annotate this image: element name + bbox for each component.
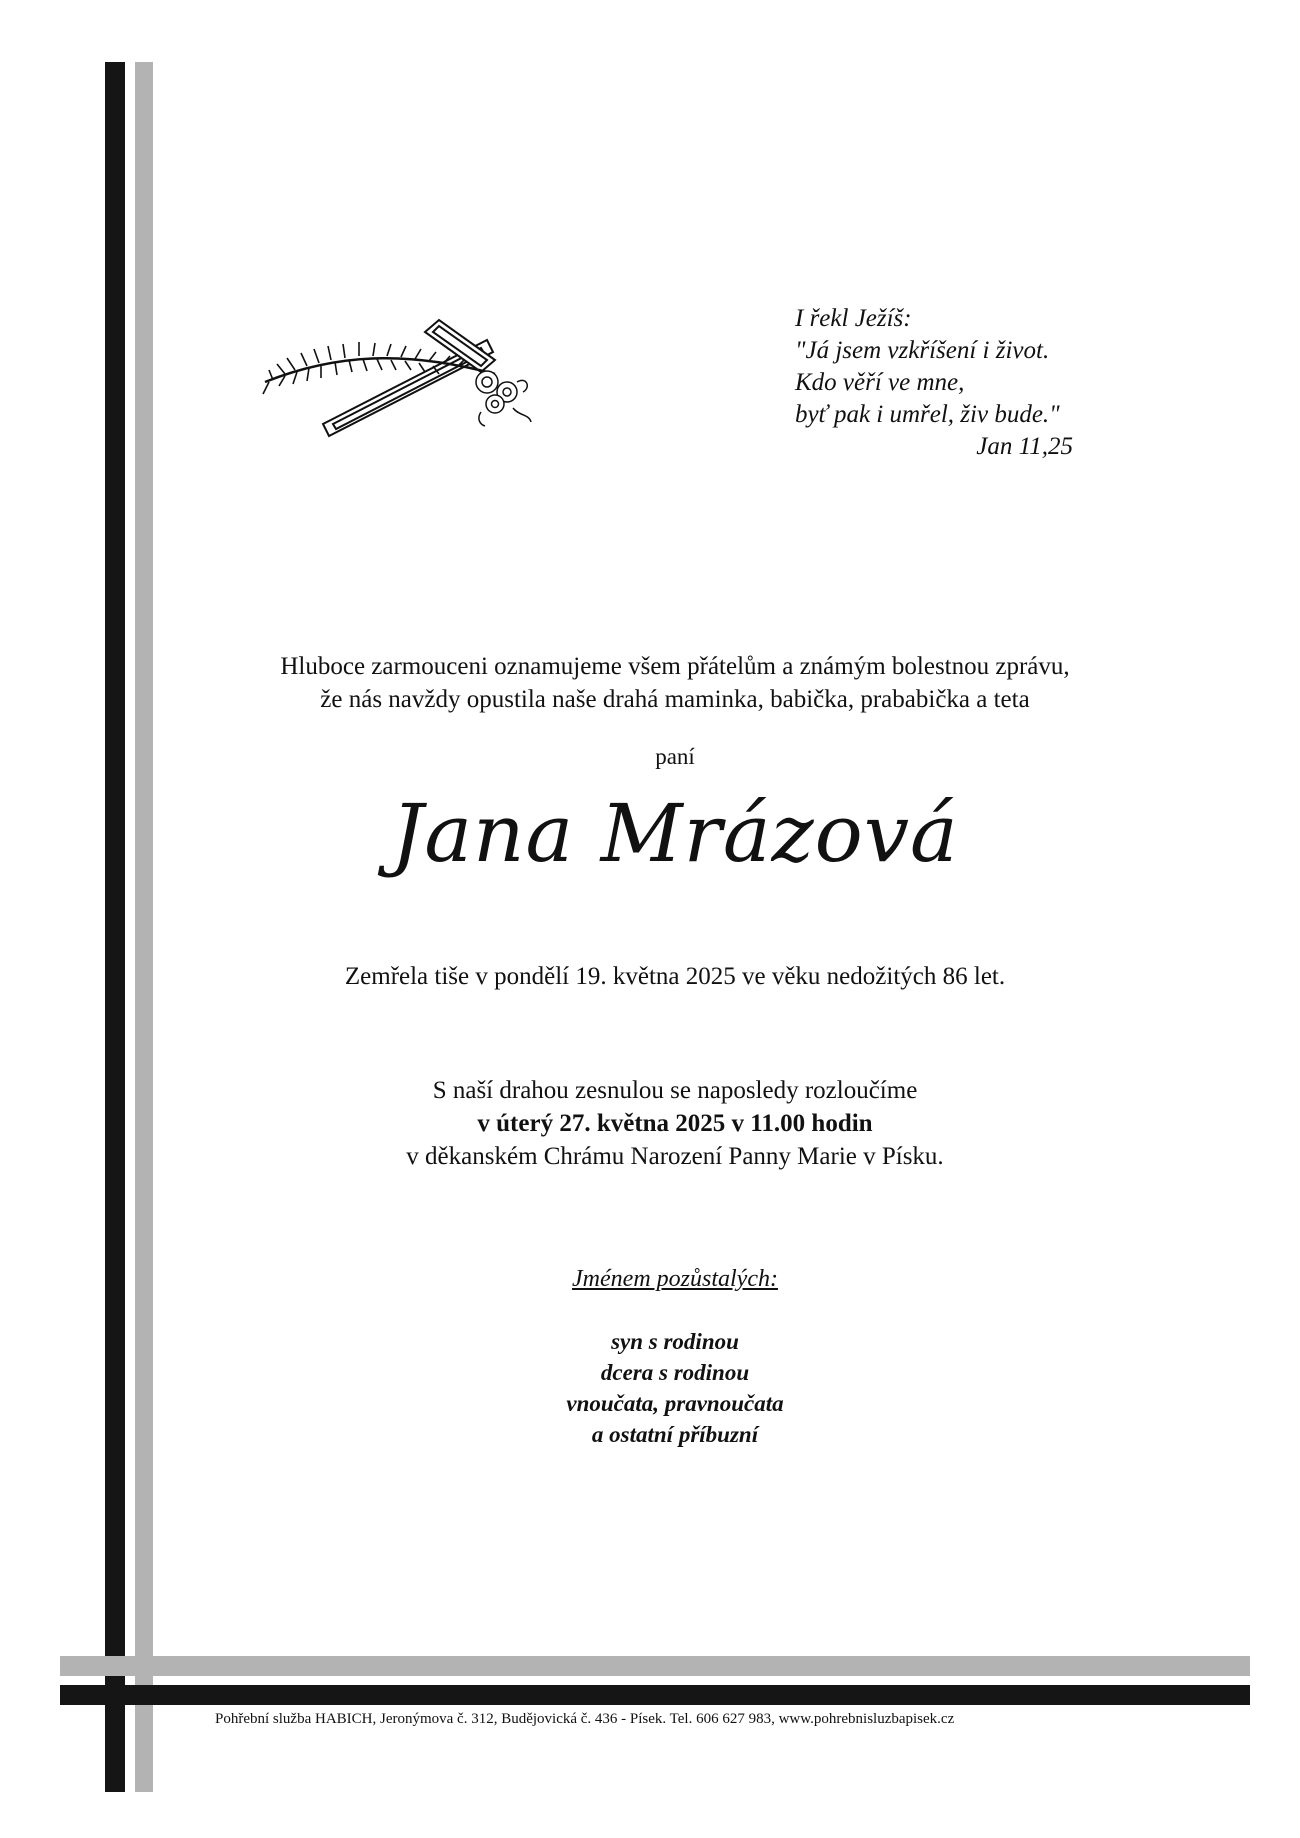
intro-line: že nás navždy opustila naše drahá maminka, babička, prababička a teta	[320, 686, 1030, 713]
intro-line: Hluboce zarmouceni oznamujeme všem přátelům a známým bolestnou zprávu,	[280, 653, 1070, 680]
quote-line: Kdo věří ve mne,	[795, 369, 965, 396]
mourning-band-horizontal-dark	[60, 1685, 1250, 1705]
mourning-band-vertical-dark	[105, 62, 125, 1792]
death-notice: Zemřela tiše v pondělí 19. května 2025 ve věku nedožitých 86 let.	[344, 963, 1006, 990]
quote-reference: Jan 11,25	[976, 433, 1073, 460]
mourner-item: vnoučata, pravnoučata	[566, 1391, 784, 1416]
mourners-list	[160, 1326, 1190, 1450]
quote-line: byť pak i umřel, živ bude."	[795, 401, 1060, 428]
mourner-item: dcera s rodinou	[600, 1360, 750, 1385]
funeral-service-footer: Pohřební služba HABICH, Jeronýmova č. 312, Budějovická č. 436 - Písek. Tel. 606 627 983, www.pohrebnisluzbapisek.cz	[215, 1711, 955, 1727]
honorific-title: paní	[655, 744, 695, 769]
mourners-heading-text: Jménem pozůstalých:	[572, 1266, 778, 1292]
deceased-name: Jana Mrázová	[391, 787, 959, 880]
quote-line: "Já jsem vzkříšení i život.	[795, 337, 1050, 364]
cross-with-palm-icon	[255, 312, 585, 452]
funeral-place: v děkanském Chrámu Narození Panny Marie v Písku.	[406, 1143, 944, 1170]
quote-line: I řekl Ježíš:	[795, 305, 912, 332]
funeral-datetime: v úterý 27. května 2025 v 11.00 hodin	[477, 1110, 873, 1137]
bible-quote	[795, 303, 1125, 463]
mourner-item: a ostatní příbuzní	[591, 1422, 759, 1447]
announcement-intro	[160, 650, 1190, 716]
mourner-item: syn s rodinou	[611, 1329, 739, 1354]
mourning-band-horizontal-light	[60, 1656, 1250, 1676]
mourners-heading	[160, 1266, 1190, 1293]
funeral-details	[160, 1074, 1190, 1173]
mourning-band-vertical-light	[135, 62, 153, 1792]
farewell-line: S naší drahou zesnulou se naposledy rozloučíme	[432, 1077, 918, 1104]
